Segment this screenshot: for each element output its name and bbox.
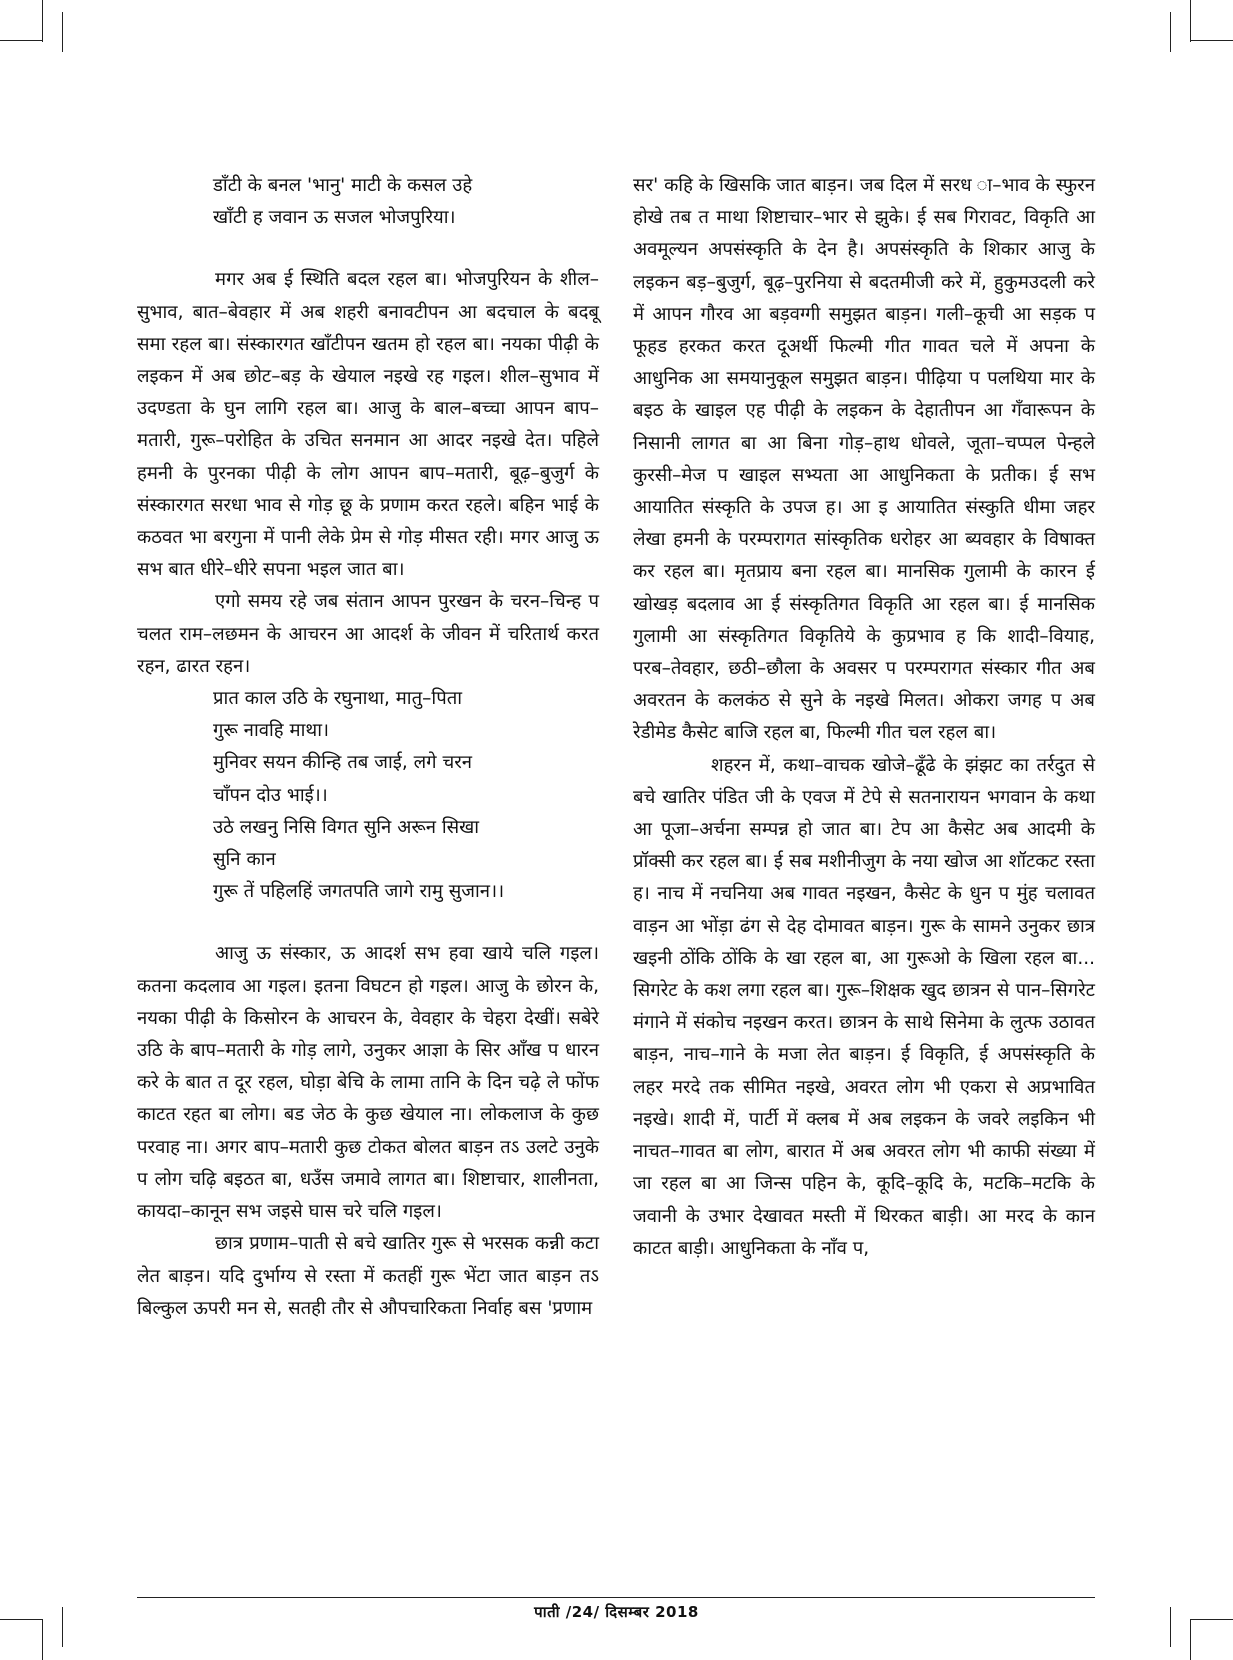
verse-quote <box>137 683 599 908</box>
footer-rule <box>137 1597 1095 1598</box>
couplet-line: खाँटी ह जवान ऊ सजल भोजपुरिया। <box>213 207 456 229</box>
right-column <box>633 170 1095 1265</box>
crop-mark <box>0 40 42 41</box>
page-footer: पाती /24/ दिसम्बर 2018 <box>534 1603 699 1621</box>
verse-line: उठे लखनु निसि विगत सुनि अरून सिखा <box>213 816 480 838</box>
paragraph: एगो समय रहे जब संतान आपन पुरखन के चरन–चिन्ह प चलत राम–लछमन के आचरन आ आदर्श के जीवन में चरितार्थ करत रहन, ढारत रहन। <box>137 591 599 677</box>
paragraph: सर' कहि के खिसकि जात बाड़न। जब दिल में सरध ा–भाव के स्फुरन होखे तब त माथा शिष्टाचार–भार से झुके। ई सब गिरावट, विकृति आ अवमूल्यन अपसंस्कृति के देन है। अपसंस्कृति के शिकार आजु के लइकन बड़–बुजुर्ग, बूढ़–पुरनिया से बदतमीजी करे में, हुकुमउदली करे में आपन गौरव आ बड़वग्गी समुझत बाड़न। गली–कूची आ सड़क प फूहड हरकत करत दूअर्थी फिल्मी गीत गावत चले में अपना के आधुनिक आ समयानुकूल समुझत बाड़न। पीढ़िया प पलथिया मार के बइठ के खाइल एह पीढ़ी के लइकन के देहातीपन आ गँवारूपन के निसानी लागत बा आ बिना गोड़–हाथ धोवले, जूता–चप्पल पेन्हले कुरसी–मेज प खाइल सभ्यता आ आधुनिकता के प्रतीक। ई सभ आयातित संस्कृति के उपज ह। आ इ आयातित संस्कुति धीमा जहर लेखा हमनी के परम्परागत सांस्कृतिक धरोहर आ ब्यवहार के विषाक्त कर रहल बा। मृतप्राय बना रहल बा। मानसिक गुलामी के कारन ई खोखड़ बदलाव आ ई संस्कृतिगत विकृति आ रहल बा। ई मानसिक गुलामी आ संस्कृतिगत विकृतिये के कुप्रभाव ह कि शादी–वियाह, परब–तेवहार, छठी–छौला के अवसर प परम्परागत संस्कार गीत अब अवरतन के कलकंठ से सुने के नइखे मिलत। ओकरा जगह प अब रेडीमेड कैसेट बाजि रहल बा, फिल्मी गीत चल रहल बा। <box>633 175 1095 744</box>
paragraph: शहरन में, कथा–वाचक खोजे–ढूँढे के झंझट का तर्रदुत से बचे खातिर पंडित जी के एवज में टेपे से सतनारायन भगवान के कथा आ पूजा–अर्चना सम्पन्न हो जात बा। टेप आ कैसेट अब आदमी के प्रॉक्सी कर रहल बा। ई सब मशीनीजुग के नया खोज आ शॉटकट रस्ता ह। नाच में नचनिया अब गावत नइखन, कैसेट के धुन प मुंह चलावत वाड़न आ भोंड़ा ढंग से देह दोमावत बाड़न। गुरू के सामने उनुकर छात्र खइनी ठोंकि ठोंकि के खा रहल बा, आ गुरूओ के खिला रहल बा... सिगरेट के कश लगा रहल बा। गुरू–शिक्षक खुद छात्रन से पान–सिगरेट मंगाने में संकोच नइखन करत। छात्रन के साथे सिनेमा के लुत्फ उठावत बाड़न, नाच–गाने के मजा लेत बाड़न। ई विकृति, ई अपसंस्कृति के लहर मरदे तक सीमित नइखे, अवरत लोग भी एकरा से अप्रभावित नइखे। शादी में, पार्टी में क्लब में अब लइकन के जवरे लइकिन भी नाचत–गावत बा लोग, बारात में अब अवरत लोग भी काफी संख्या में जा रहल बा आ जिन्स पहिन के, कूदि–कूदि के, मटकि–मटकि के जवानी के उभार देखावत मस्ती में थिरकत बाड़ी। आ मरद के कान काटत बाड़ी। आधुनिकता के नाँव प, <box>633 754 1095 1259</box>
verse-line: मुनिवर सयन कीन्हि तब जाई, लगे चरन <box>213 752 473 774</box>
crop-mark <box>1191 40 1233 41</box>
verse-line: गुरू तें पहिलहिं जगतपति जागे रामु सुजान।। <box>213 881 505 903</box>
verse-line: प्रात काल उठि के रघुनाथा, मातु–पिता <box>213 688 463 710</box>
paragraph: छात्र प्रणाम–पाती से बचे खातिर गुरू से भरसक कन्नी कटा लेत बाड़न। यदि दुर्भाग्य से रस्ता में कतहीं गुरू भेंटा जात बाड़न तऽ बिल्कुल ऊपरी मन से, सतही तौर से औपचारिकता निर्वाह बस 'प्रणाम <box>137 1233 599 1319</box>
verse-line: सुनि कान <box>213 849 276 871</box>
couplet <box>137 170 599 234</box>
verse-line: चाँपन दोउ भाई।। <box>213 784 328 806</box>
crop-mark <box>42 0 43 42</box>
verse-line: गुरू नावहि माथा। <box>213 720 329 742</box>
crop-mark <box>1190 0 1191 42</box>
paragraph: आजु ऊ संस्कार, ऊ आदर्श सभ हवा खाये चलि गइल। कतना कदलाव आ गइल। इतना विघटन हो गइल। आजु के छोरन के, नयका पीढ़ी के किसोरन के आचरन के, वेवहार के चेहरा देखीं। सबेरे उठि के बाप–मतारी के गोड़ लागे, उनुकर आज्ञा के सिर आँख प धारन करे के बात त दूर रहल, घोड़ा बेचि के लामा तानि के दिन चढ़े ले फोंफ काटत रहत बा लोग। बड जेठ के कुछ खेयाल ना। लोकलाज के कुछ परवाह ना। अगर बाप–मतारी कुछ टोकत बोलत बाड़न तऽ उलटे उनुके प लोग चढ़ि बइठत बा, धउँस जमावे लागत बा। शिष्टाचार, शालीनता, कायदा–कानून सभ जइसे घास चरे चलि गइल। <box>137 943 599 1223</box>
crop-mark <box>62 12 63 52</box>
left-column <box>137 170 599 1325</box>
paragraph: मगर अब ई स्थिति बदल रहल बा। भोजपुरियन के शील–सुभाव, बात–बेवहार में अब शहरी बनावटीपन आ बदचाल के बदबू समा रहल बा। संस्कारगत खाँटीपन खतम हो रहल बा। नयका पीढ़ी के लइकन में अब छोट–बड़ के खेयाल नइखे रह गइल। शील–सुभाव में उदण्डता के घुन लागि रहल बा। आजु के बाल–बच्चा आपन बाप–मतारी, गुरू–परोहित के उचित सनमान आ आदर नइखे देत। पहिले हमनी के पुरनका पीढ़ी के लोग आपन बाप–मतारी, बूढ़–बुजुर्ग के संस्कारगत सरधा भाव से गोड़ छू के प्रणाम करत रहले। बहिन भाई के कठवत भा बरगुना में पानी लेके प्रेम से गोड़ मीसत रही। मगर आजु ऊ सभ बात धीरे–धीरे सपना भइल जात बा। <box>137 269 599 581</box>
crop-mark <box>42 1619 43 1660</box>
couplet-line: डाँटी के बनल 'भानु' माटी के कसल उहे <box>213 175 473 196</box>
crop-mark <box>1190 1619 1191 1660</box>
crop-mark <box>1170 12 1171 52</box>
